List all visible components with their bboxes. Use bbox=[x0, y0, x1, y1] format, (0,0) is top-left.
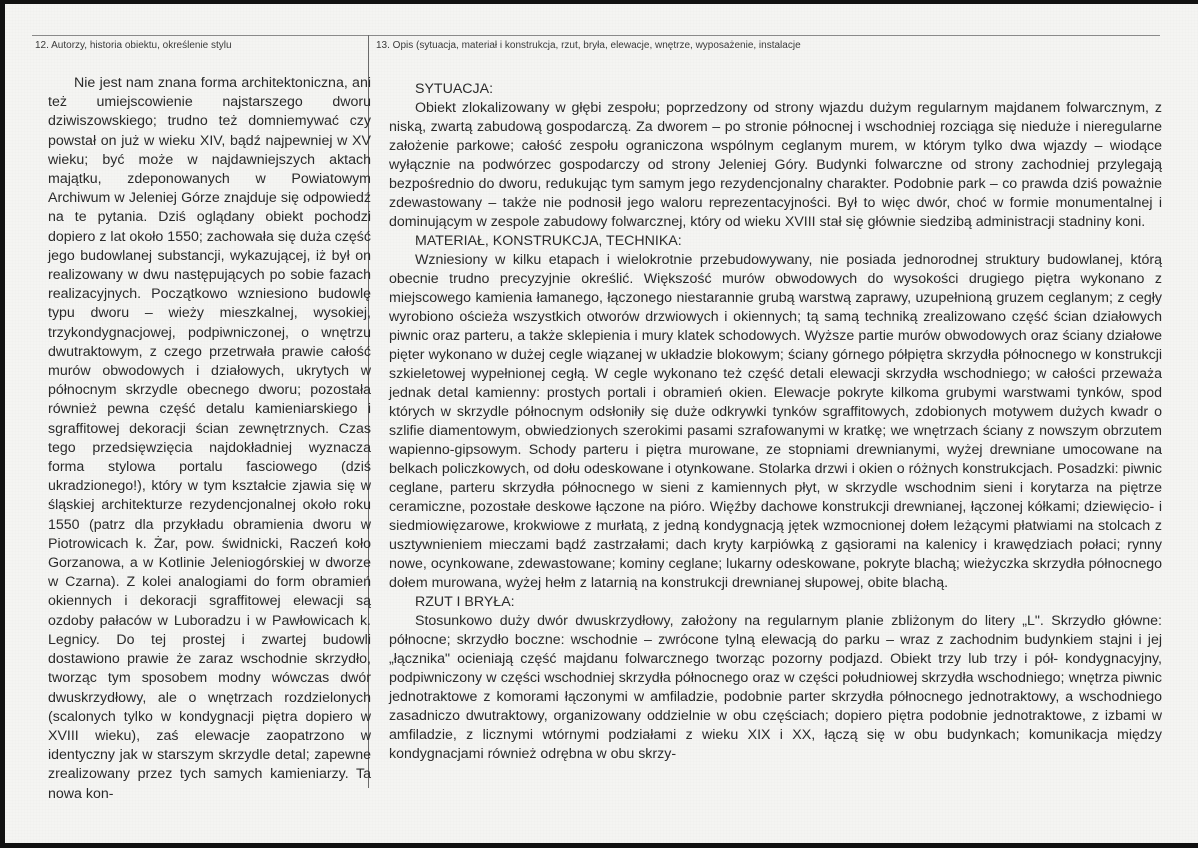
section-12-header: 12. Autorzy, historia obiektu, określenie stylu bbox=[35, 40, 232, 51]
situation-paragraph: Obiekt zlokalizowany w głębi zespołu; poprzedzony od strony wjazdu dużym regularnym majdanem folwarcznym, z niską, zwartą zabudową gospodarczą. Za dworem – po stronie północnej i wschodniej rozciąga się nieduże i nieregularne założenie parkowe; całość zespołu ograniczona wspólnym ceglanym murem, w którym tylko dwa wjazdy – wiodące wyłącznie na podwórzec gospodarczy od strony Jeleniej Góry. Budynki folwarczne od strony zachodniej przylegają bezpośrednio do dworu, redukując tym samym jego rezydencjonalny charakter. Podobnie park – co prawda dziś poważnie zdewastowany – także nie podnosił jego waloru reprezentacyjności. Był to więc dwór, choć w formie monumentalnej i dominującym w zespole zabudowy folwarcznej, który od wieku XVIII stał się głównie siedzibą administracji stadniny koni. bbox=[389, 100, 1162, 230]
history-paragraph: Nie jest nam znana forma architektoniczna, ani też umiejscowienie najstarszego dworu dziwiszowskiego; trudno też domniemywać czy powstał on już w wieku XIV, bądź najpewniej w XV wieku; być może w najdawniejszych aktach majątku, zdeponowanych w Powiatowym Archiwum w Jeleniej Górze znajduje się odpowiedź na te pytania. Dziś oglądany obiekt pochodzi dopiero z lat około 1550; zachowała się duża część jego budowlanej substancji, wykazującej, iż był on realizowany w dwu następujących po sobie fazach realizacyjnych. Początkowo wzniesiono budowlę typu dworu – wieży mieszkalnej, wysokiej, trzykondygnacjowej, podpiwniczonej, o wnętrzu dwutraktowym, z czego przetrwała prawie całość murów obwodowych i działowych, ukrytych w północnym skrzydle obecnego dworu; pozostała również pewna część detalu kamieniarskiego i sgraffitowej dekoracji ścian zewnętrznych. Czas tego przedsięwzięcia najdokładniej wyznacza forma stylowa portalu fasciowego (dziś ukradzionego!), który w tym kształcie zjawia się w śląskiej architekturze rezydencjonalnej około roku 1550 (patrz dla przykładu obramienia dworu w Piotrowicach k. Żar, pow. świdnicki, Raczeń koło Gorzanowa, a w Kotlinie Jeleniogórskiej w dworze w Czarna). Z kolei analogiami do form obramień okiennych i dekoracji sgraffitowej elewacji są ozdoby pałaców w Luboradzu i w Pawłowicach k. Legnicy. Do tej prostej i zwartej budowli dostawiono prawie że zaraz wschodnie skrzydło, tworząc tym sposobem modny wówczas dwór dwuskrzydłowy, ale o wnętrzach rozdzielonych (scalonych tylko w kondygnacji piętra dopiero w XVIII wieku), zaś elewacje zaopatrzono w identyczny jak w starszym skrzydle detal; zapewne zrealizowany przez tych samych kamieniarzy. Ta nowa kon- bbox=[48, 75, 371, 802]
history-column bbox=[48, 74, 371, 804]
header-rule bbox=[32, 35, 1160, 36]
situation-heading: SYTUACJA: bbox=[415, 81, 494, 97]
section-13-header: 13. Opis (sytuacja, materiał i konstrukcja, rzut, bryła, elewacje, wnętrze, wyposażenie, instalacje bbox=[376, 40, 801, 51]
description-column bbox=[389, 80, 1162, 764]
material-paragraph: Wzniesiony w kilku etapach i wielokrotnie przebudowywany, nie posiada jednorodnej struktury budowlanej, którą obecnie trudno precyzyjnie określić. Większość murów obwodowych do wysokości drugiego piętra wykonano z miejscowego kamienia łamanego, łączonego niestarannie grubą warstwą zaprawy, uzupełnioną gruzem ceglanym; z cegły wyrobiono ościeża wszystkich otworów drzwiowych i okiennych; tą samą techniką zrealizowano część ścian działowych piwnic oraz parteru, a także sklepienia i mury klatek schodowych. Wyższe partie murów obwodowych oraz ściany działowe pięter wykonano w dużej cegle wiązanej w układzie blokowym; ściany górnego półpiętra skrzydła północnego w konstrukcji szkieletowej wypełnionej cegłą. W cegle wykonano też część detali elewacji skrzydła wschodniego; w całości przeważa jednak detal kamienny: prostych portali i obramień okien. Elewacje pokryte kilkoma grubymi warstwami tynków, spod których w skrzydle północnym odsłoniły się duże odkrywki tynków sgraffitowych, zdobionych motywem dużych kwadr o szlifie diamentowym, obwiedzionych szerokimi pasami szrafowanymi w kratkę; we wnętrzach ściany z nowszym obrzutem wapienno-gipsowym. Schody parteru i piętra murowane, ze stopniami drewnianymi, wyżej drewniane umocowane na belkach policzkowych, od dołu odeskowane i otynkowane. Stolarka drzwi i okien o różnych konstrukcjach. Posadzki: piwnic ceglane, parteru skrzydła północnego w sieni z kamiennych płyt, w skrzydle wschodnim sieni i korytarza na piętrze ceramiczne, pozostałe deskowe łączone na pióro. Więźby dachowe konstrukcji drewnianej, łączonej kółkami; dziewięcio- i siedmiowięzarowe, krokwiowe z murłatą, z jedną kondygnacją jętek wzmocnionej dołem leżącymi płatwiami na stolcach z usztywnieniem mieczami bądź zastrzałami; dach kryty karpiówką z gąsiorami na kalenicy i krawędziach połaci; rynny nowe, ocynkowane, zdewastowane; kominy ceglane; lukarny odeskowane, pokryte blachą; wieżyczka skrzydła północnego dołem murowana, wyżej hełm z latarnią na konstrukcji drewnianej słupowej, obite blachą. bbox=[389, 252, 1162, 591]
scanned-document-page bbox=[5, 4, 1198, 843]
material-heading: MATERIAŁ, KONSTRUKCJA, TECHNIKA: bbox=[415, 233, 682, 249]
plan-heading: RZUT I BRYŁA: bbox=[415, 594, 515, 610]
plan-paragraph: Stosunkowo duży dwór dwuskrzydłowy, założony na regularnym planie zbliżonym do litery „L". Skrzydło główne: północne; skrzydło boczne: wschodnie – zwrócone tylną elewacją do parku – wraz z zachodnim budynkiem stajni i jej „łącznika" ocieniają część majdanu folwarcznego tworząc pozorny podjazd. Obiekt trzy lub trzy i pół- kondygnacyjny, podpiwniczony w części wschodniej skrzydła północnego oraz w części południowej skrzydła wschodniego; wnętrza piwnic jednotraktowe z komorami łączonymi w amfiladzie, podobnie parter skrzydła północnego jednotraktowy, a wschodniego zasadniczo dwutraktowy, organizowany oddzielnie w obu częściach; dopiero piętra podobnie jednotraktowe, z izbami w amfiladzie, z licznymi wtórnymi podziałami z wieku XIX i XX, łączą się w obu budynkach; komunikacja między kondygnacjami również odrębna w obu skrzy- bbox=[389, 613, 1162, 762]
